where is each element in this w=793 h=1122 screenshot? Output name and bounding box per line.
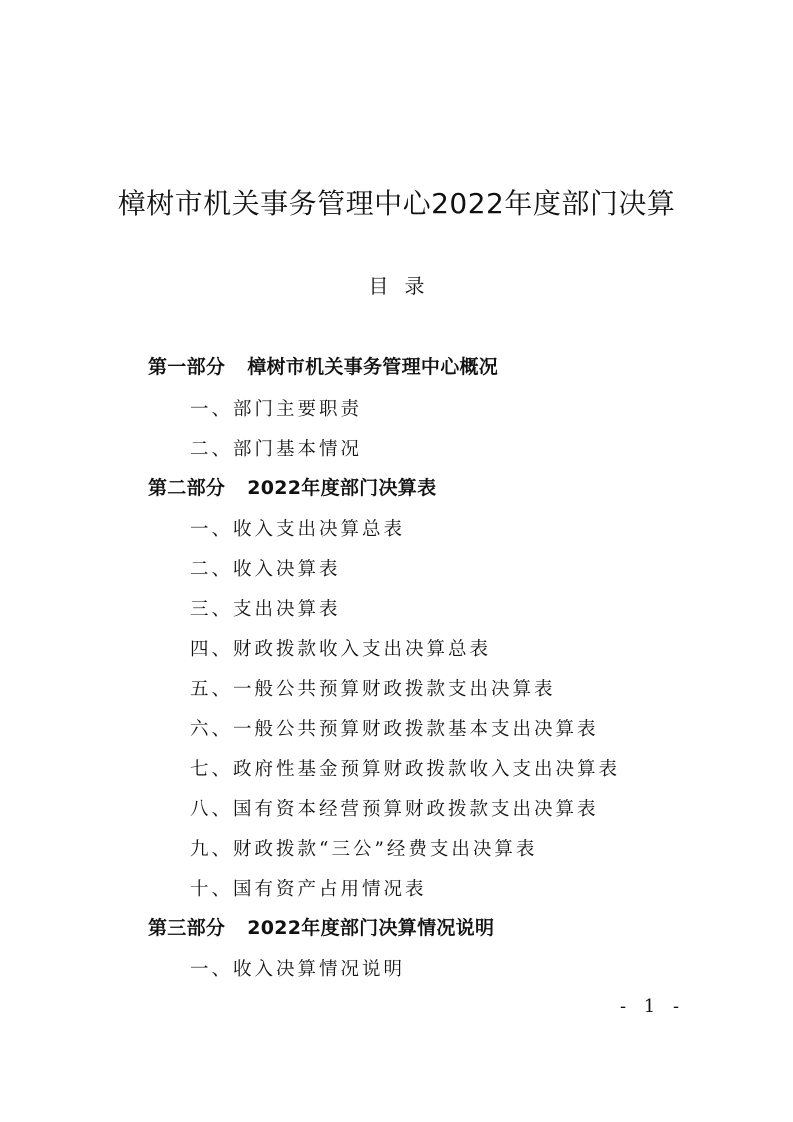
toc-part-3[interactable] [148, 913, 494, 940]
toc-item[interactable]: 十、国有资产占用情况表 [190, 879, 427, 900]
toc-part-1[interactable] [148, 352, 498, 379]
toc-heading: 目录 [368, 274, 441, 298]
toc-part-label: 第三部分 [148, 917, 226, 939]
toc-item[interactable]: 一、收入支出决算总表 [190, 519, 406, 540]
toc-item[interactable]: 五、一般公共预算财政拨款支出决算表 [190, 679, 556, 700]
toc-item[interactable]: 六、一般公共预算财政拨款基本支出决算表 [190, 719, 599, 740]
toc-item[interactable]: 四、财政拨款收入支出决算总表 [190, 639, 492, 660]
page-number: - 1 - [620, 996, 686, 1017]
toc-item[interactable]: 三、支出决算表 [190, 599, 341, 620]
toc-part-title: 2022年度部门决算情况说明 [247, 917, 495, 939]
toc-item[interactable]: 八、国有资本经营预算财政拨款支出决算表 [190, 799, 599, 820]
toc-item[interactable]: 一、部门主要职责 [190, 399, 363, 420]
toc-item[interactable]: 七、政府性基金预算财政拨款收入支出决算表 [190, 759, 621, 780]
toc-item[interactable]: 二、收入决算表 [190, 559, 341, 580]
toc-part-2[interactable] [148, 473, 436, 500]
toc-part-label: 第一部分 [148, 356, 226, 378]
toc-part-title: 樟树市机关事务管理中心概况 [247, 356, 499, 378]
toc-part-title: 2022年度部门决算表 [247, 477, 437, 499]
toc-item[interactable]: 九、财政拨款“三公”经费支出决算表 [190, 839, 538, 860]
toc-item[interactable]: 二、部门基本情况 [190, 439, 363, 460]
document-title: 樟树市机关事务管理中心2022年度部门决算 [117, 187, 676, 220]
toc-item[interactable]: 一、收入决算情况说明 [190, 959, 406, 980]
toc-part-label: 第二部分 [148, 477, 226, 499]
